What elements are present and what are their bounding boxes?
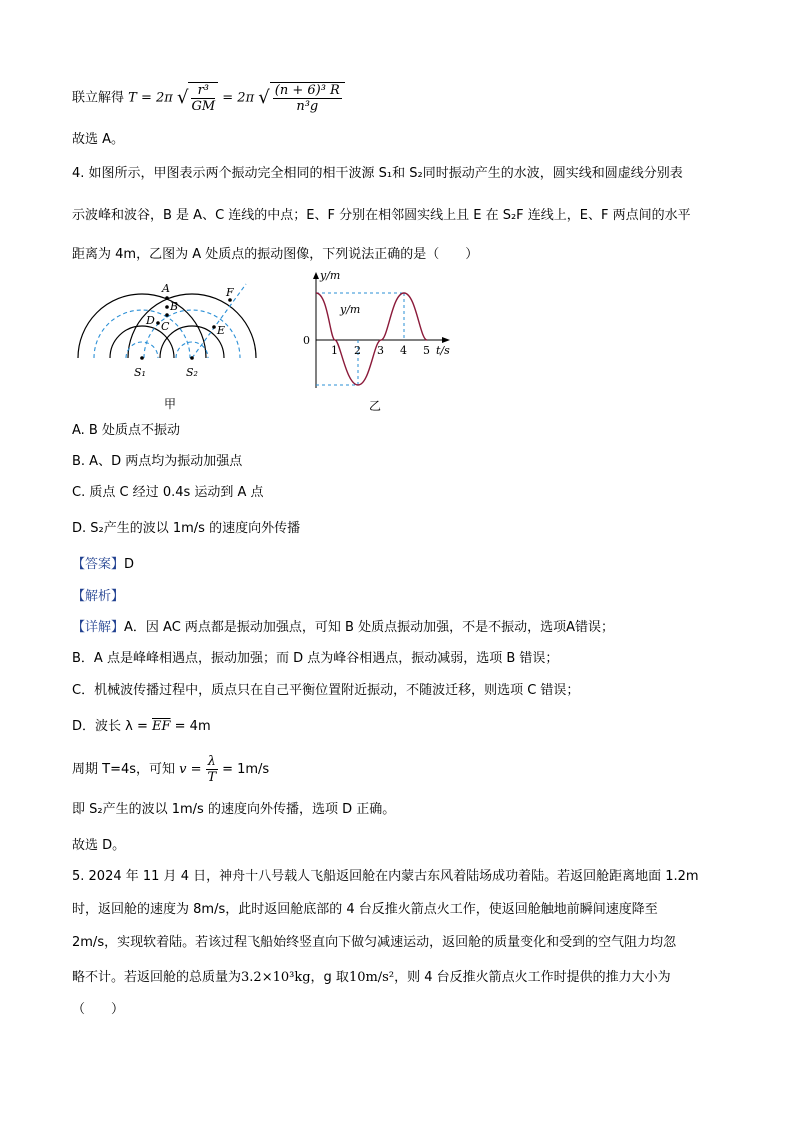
q5-line2: 时，返回舱的速度为 8m/s，此时返回舱底部的 4 台反推火箭点火工作，使返回舱触地前瞬间速度降至 xyxy=(72,902,658,917)
period-num: λ xyxy=(207,754,216,769)
y-axis-label: y/m xyxy=(320,269,341,282)
detail-d-pre: D．波长 λ = xyxy=(72,719,152,734)
detail-a: A．因 AC 两点都是振动加强点，可知 B 处质点振动加强，不是不振动，选项A错误； xyxy=(124,620,614,635)
frac-r3: r³ xyxy=(191,83,215,99)
point-S1 xyxy=(140,356,144,360)
option-b: B. A、D 两点均为振动加强点 xyxy=(72,454,243,469)
q4-line3: 距离为 4m，乙图为 A 处质点的振动图像，下列说法正确的是（ ） xyxy=(72,247,479,262)
point-B xyxy=(165,305,169,309)
vibration-curve xyxy=(316,293,427,385)
point-E xyxy=(212,325,216,329)
period-post: = 1m/s xyxy=(222,762,270,777)
caption-yi: 乙 xyxy=(369,399,382,413)
label-F: F xyxy=(226,286,234,299)
point-D xyxy=(156,321,160,325)
equation-intro: 联立解得 xyxy=(72,90,125,106)
tick-5: 5 xyxy=(423,344,430,357)
detail-a-line xyxy=(72,620,614,636)
period-v: v = xyxy=(179,762,202,777)
tick-3: 3 xyxy=(377,344,384,357)
q5-line5: （ ） xyxy=(72,1002,125,1017)
curve-label: y/m xyxy=(340,303,361,316)
q5-line3: 2m/s，实现软着陆。若该过程飞船始终竖直向下做匀减速运动，返回舱的质量变化和受到的空气阻力均忽 xyxy=(72,935,677,950)
choose-d: 故选 D。 xyxy=(72,838,126,853)
option-a: A. B 处质点不振动 xyxy=(72,423,180,438)
sqrt-sign-icon: √ xyxy=(258,87,270,108)
detail-d-post: = 4m xyxy=(170,719,211,734)
point-S2 xyxy=(190,356,194,360)
equation-2pi-b: = 2π xyxy=(222,90,255,106)
q5-line1: 5. 2024 年 11 月 4 日，神舟十八号载人飞船返回舱在内蒙古东风着陆场成功着陆。若返回舱距离地面 1.2m xyxy=(72,869,699,884)
caption-jia: 甲 xyxy=(164,397,177,411)
detail-d-ef: $\overline{EF}$ xyxy=(152,719,171,734)
choose-a: 故选 A。 xyxy=(72,132,125,147)
sqrt-1 xyxy=(188,82,218,114)
point-C xyxy=(165,313,169,317)
figure-jia xyxy=(66,270,271,415)
label-B: B xyxy=(170,300,179,313)
frac-den2: n³g xyxy=(296,99,319,114)
q5-line4 xyxy=(72,970,671,986)
option-c: C. 质点 C 经过 0.4s 运动到 A 点 xyxy=(72,485,264,500)
point-A xyxy=(165,296,169,300)
answer-tag: 【答案】 xyxy=(72,557,125,572)
trough-s2-inner xyxy=(176,342,208,358)
detail-tag: 【详解】 xyxy=(72,620,125,635)
x-axis-arrow-icon xyxy=(442,337,450,343)
period-line xyxy=(72,752,269,788)
tick-1: 1 xyxy=(331,344,338,357)
answer-value: D xyxy=(124,557,135,572)
label-S2: S₂ xyxy=(186,366,198,379)
figure-yi xyxy=(296,268,464,418)
equation-line xyxy=(72,82,345,114)
tick-2: 2 xyxy=(354,344,361,357)
analysis-tag: 【解析】 xyxy=(72,589,125,604)
line-s2-f xyxy=(192,284,246,358)
frac-num2: (n + 6)³ R xyxy=(274,83,340,98)
equation-2pi-a: = 2π xyxy=(140,90,173,106)
detail-c: C．机械波传播过程中，质点只在自己平衡位置附近振动，不随波迁移，则选项 C 错误； xyxy=(72,683,580,698)
tick-4: 4 xyxy=(400,344,407,357)
label-S1: S₁ xyxy=(134,366,146,379)
equation-T: T xyxy=(128,90,137,106)
detail-b: B．A 点是峰峰相遇点，振动加强；而 D 点为峰谷相遇点，振动减弱，选项 B 错误； xyxy=(72,651,559,666)
trough-s1-inner xyxy=(126,342,158,358)
option-d: D. S₂产生的波以 1m/s 的速度向外传播 xyxy=(72,521,301,536)
sqrt-sign-icon: √ xyxy=(176,87,189,108)
q5-line4-post: ，则 4 台反推火箭点火工作时提供的推力大小为 xyxy=(394,970,671,985)
frac-GM: GM xyxy=(191,99,216,114)
q5-line4-pre: 略不计。若返回舱的总质量为 xyxy=(72,970,242,985)
period-den: T xyxy=(207,770,217,785)
sqrt-2 xyxy=(270,82,345,114)
label-C: C xyxy=(161,320,170,333)
label-A: A xyxy=(162,282,170,295)
label-E: E xyxy=(217,324,226,337)
period-pre: 周期 T=4s，可知 xyxy=(72,762,176,777)
detail-d xyxy=(72,719,211,735)
conclusion: 即 S₂产生的波以 1m/s 的速度向外传播，选项 D 正确。 xyxy=(72,802,396,817)
label-D: D xyxy=(146,314,155,327)
period-frac xyxy=(206,754,218,785)
x-axis-label: t/s xyxy=(436,344,450,357)
q5-mass: 3.2×10³kg xyxy=(241,970,311,985)
q5-line4-mid: ，g 取 xyxy=(310,970,349,985)
answer-line xyxy=(72,557,134,573)
y-axis-arrow-icon xyxy=(313,272,319,279)
q4-line2: 示波峰和波谷，B 是 A、C 连线的中点；E、F 分别在相邻圆实线上且 E 在 S₂F 连线上，E、F 两点间的水平 xyxy=(72,208,691,223)
q5-g-value: 10m/s² xyxy=(348,970,395,985)
q4-line1: 4. 如图所示，甲图表示两个振动完全相同的相干波源 S₁和 S₂同时振动产生的水波，圆实线和圆虚线分别表 xyxy=(72,166,683,181)
origin-label: 0 xyxy=(303,334,310,347)
